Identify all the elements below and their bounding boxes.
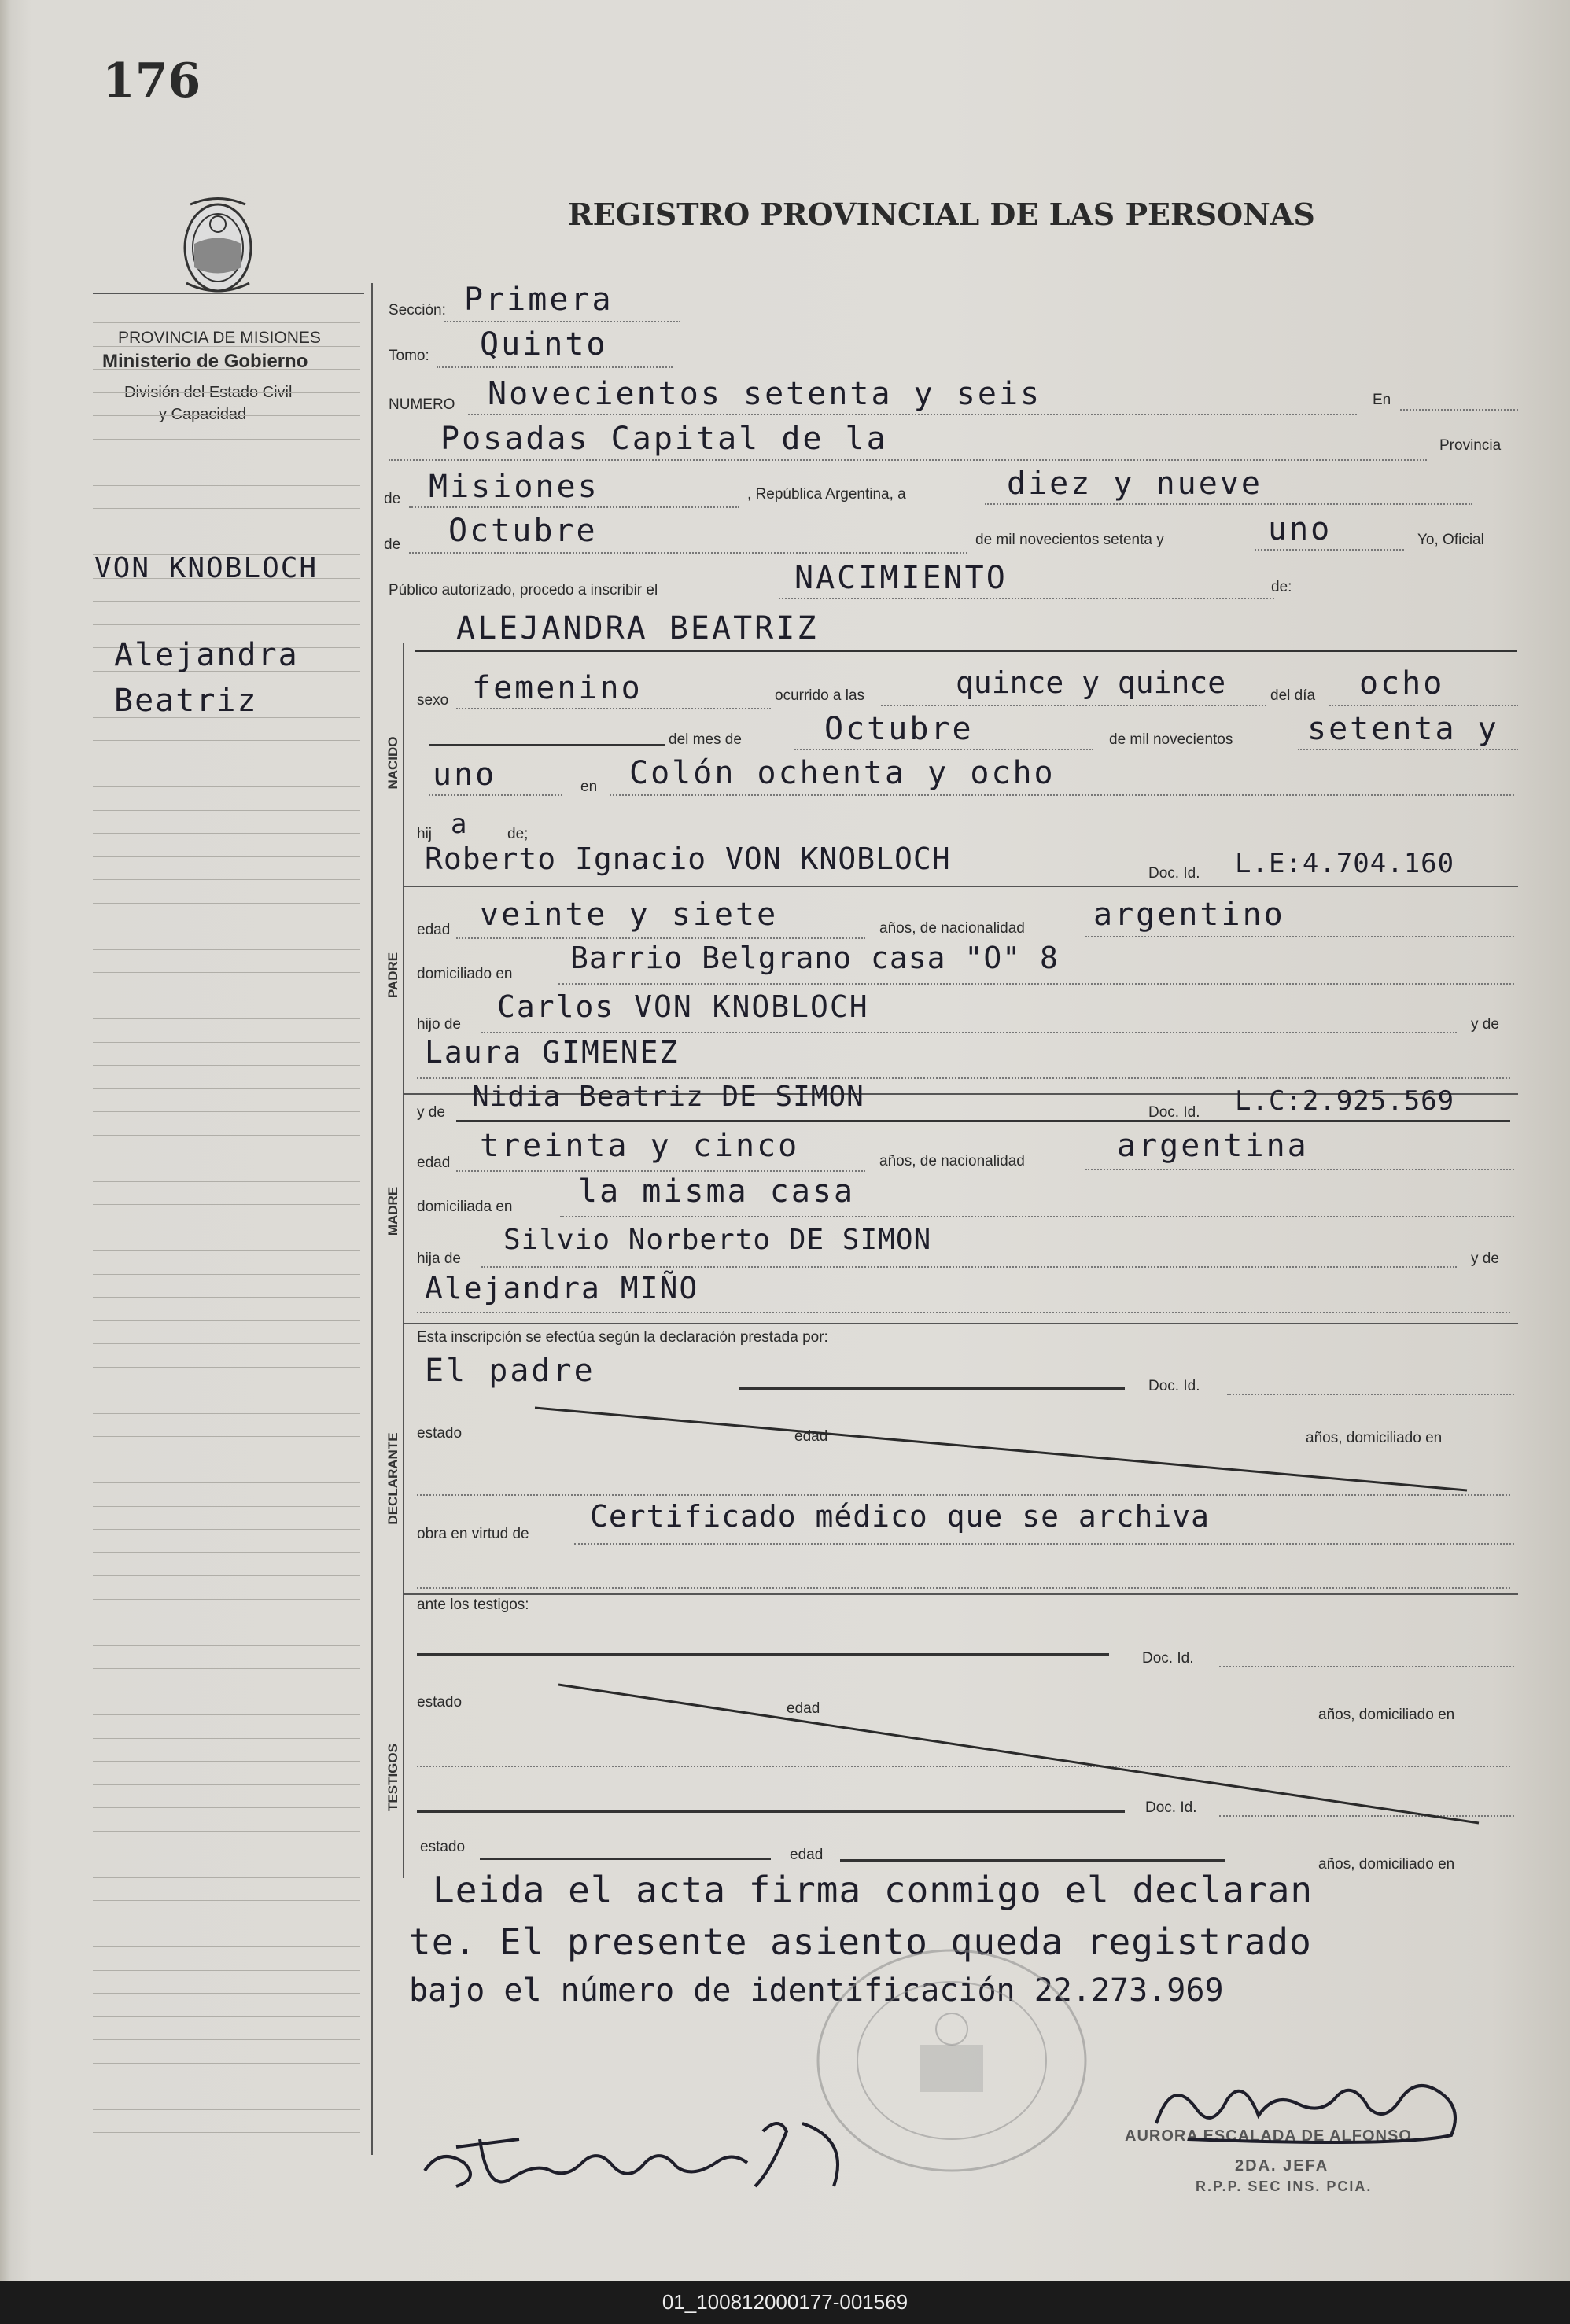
field-lugar: Posadas Capital de la xyxy=(440,421,888,457)
label-testigo-1-doc: Doc. Id. xyxy=(1142,1650,1194,1667)
label-en-nacido: en xyxy=(580,779,598,795)
field-obra: Certificado médico que se archiva xyxy=(590,1499,1210,1534)
label-padre-nac: años, de nacionalidad xyxy=(879,920,1025,937)
field-tomo: Quinto xyxy=(480,326,608,363)
closing-line-1: Leida el acta firma conmigo el declaran xyxy=(433,1869,1314,1911)
field-anio-acta: uno xyxy=(1268,511,1332,547)
field-mes-acta: Octubre xyxy=(448,513,598,549)
sidebar-given-2: Beatriz xyxy=(114,683,258,719)
label-de-1: de xyxy=(384,491,401,507)
label-ocurrido: ocurrido a las xyxy=(775,687,865,704)
field-madre-edad: treinta y cinco xyxy=(480,1128,800,1164)
label-de-semi: de; xyxy=(507,826,529,842)
label-testigo-2-estado: estado xyxy=(420,1839,466,1855)
label-numero: NUMERO xyxy=(389,396,455,413)
sidebar-given-1: Alejandra xyxy=(114,637,299,673)
field-domicilio-nac: Colón ochenta y ocho xyxy=(629,755,1056,791)
field-sexo: femenino xyxy=(472,670,643,706)
stamp-official-title: 2DA. JEFA xyxy=(1235,2157,1329,2175)
closing-line-3: bajo el número de identificación 22.273.969 xyxy=(409,1972,1224,2009)
label-declarante-estado: estado xyxy=(417,1425,463,1442)
label-madre-nac: años, de nacionalidad xyxy=(879,1153,1025,1169)
field-padre-doc: L.E:4.704.160 xyxy=(1235,848,1455,879)
label-padre-doc: Doc. Id. xyxy=(1148,865,1200,882)
label-padre-hijo-de: hijo de xyxy=(417,1016,461,1033)
field-declarante: El padre xyxy=(425,1353,595,1389)
field-madre-madre: Alejandra MIÑO xyxy=(425,1271,699,1306)
label-testigo-1-estado: estado xyxy=(417,1694,463,1711)
label-provincia: Provincia xyxy=(1439,437,1502,454)
label-madre-hija-de: hija de xyxy=(417,1250,461,1267)
label-mil-nov-2: de mil novecientos xyxy=(1109,731,1233,748)
field-padre-edad: veinte y siete xyxy=(480,897,779,933)
field-nombre: ALEJANDRA BEATRIZ xyxy=(456,610,819,646)
label-seccion: Sección: xyxy=(389,302,446,319)
field-madre-doc: L.C:2.925.569 xyxy=(1235,1085,1455,1117)
label-padre-dom: domiciliado en xyxy=(417,966,513,982)
field-madre-dom: la misma casa xyxy=(578,1173,856,1210)
label-tomo: Tomo: xyxy=(389,348,429,364)
field-provincia: Misiones xyxy=(429,469,599,505)
field-anio: setenta y xyxy=(1307,711,1499,747)
label-madre-y-de: y de xyxy=(417,1104,445,1121)
sidebar-division-2: y Capacidad xyxy=(159,406,247,423)
field-hij-suffix: a xyxy=(451,808,470,840)
field-dia: ocho xyxy=(1359,665,1445,702)
footer-image-id: 01_100812000177-001569 xyxy=(0,2281,1570,2324)
sidebar-division: División del Estado Civil xyxy=(124,384,293,401)
label-testigo-1-anos: años, domiciliado en xyxy=(1318,1707,1455,1723)
label-republica: , República Argentina, a xyxy=(747,486,906,503)
label-mil-nov: de mil novecientos setenta y xyxy=(975,532,1164,548)
label-testigo-2-edad: edad xyxy=(790,1847,824,1863)
field-padre-madre: Laura GIMENEZ xyxy=(425,1035,680,1070)
sidebar-province: PROVINCIA DE MISIONES xyxy=(118,329,321,347)
label-yo-oficial: Yo, Oficial xyxy=(1417,532,1484,548)
field-hora: quince y quince xyxy=(956,665,1226,700)
section-declarante-label: DECLARANTE xyxy=(385,1432,400,1525)
label-hij: hij xyxy=(417,826,433,842)
field-madre-hija-de: Silvio Norberto DE SIMON xyxy=(503,1224,932,1256)
field-dia-acta: diez y nueve xyxy=(1007,466,1262,502)
label-de-colon: de: xyxy=(1271,579,1292,595)
label-padre-y-de: y de xyxy=(1471,1016,1499,1033)
section-padre-label: PADRE xyxy=(385,952,400,999)
label-declarante-edad: edad xyxy=(794,1428,828,1445)
label-testigo-2-doc: Doc. Id. xyxy=(1145,1799,1197,1816)
label-madre-doc: Doc. Id. xyxy=(1148,1104,1200,1121)
label-testigo-2-anos: años, domiciliado en xyxy=(1318,1856,1455,1873)
field-seccion: Primera xyxy=(464,282,614,318)
declarant-signature-icon xyxy=(409,2100,881,2210)
label-padre-edad: edad xyxy=(417,922,451,938)
sidebar-ministry: Ministerio de Gobierno xyxy=(102,351,308,372)
label-en: En xyxy=(1373,392,1391,408)
label-del-mes: del mes de xyxy=(669,731,742,748)
section-madre-label: MADRE xyxy=(385,1186,400,1236)
label-madre-dom: domiciliada en xyxy=(417,1199,513,1215)
document-title: REGISTRO PROVINCIAL DE LAS PERSONAS xyxy=(568,197,1315,232)
field-madre-nac: argentina xyxy=(1117,1128,1309,1164)
label-de-2: de xyxy=(384,536,401,553)
closing-line-2: te. El presente asiento queda registrado xyxy=(409,1921,1312,1963)
label-madre-y-de-2: y de xyxy=(1471,1250,1499,1267)
field-padre-nac: argentino xyxy=(1093,897,1285,933)
label-del-dia: del día xyxy=(1270,687,1316,704)
label-madre-edad: edad xyxy=(417,1155,451,1171)
field-acto: NACIMIENTO xyxy=(794,560,1008,596)
section-nacido-label: NACIDO xyxy=(385,736,400,790)
field-mes: Octubre xyxy=(824,711,974,747)
label-declarante-doc: Doc. Id. xyxy=(1148,1378,1200,1394)
label-declarante-anos: años, domiciliado en xyxy=(1306,1430,1443,1446)
field-padre-hijo-de: Carlos VON KNOBLOCH xyxy=(497,989,869,1024)
field-anio-2: uno xyxy=(433,757,497,793)
official-signature-icon xyxy=(1141,2061,1487,2155)
stamp-official-office: R.P.P. SEC INS. PCIA. xyxy=(1196,2179,1373,2194)
label-ante: ante los testigos: xyxy=(417,1597,529,1613)
label-testigo-1-edad: edad xyxy=(787,1700,820,1717)
field-madre-nombre: Nidia Beatriz DE SIMON xyxy=(472,1081,864,1113)
sidebar-surname: VON KNOBLOCH xyxy=(94,552,319,584)
label-obra: obra en virtud de xyxy=(417,1526,529,1542)
label-sexo: sexo xyxy=(417,692,449,709)
label-publico: Público autorizado, procedo a inscribir el xyxy=(389,582,658,598)
field-padre-nombre: Roberto Ignacio VON KNOBLOCH xyxy=(425,842,951,876)
section-testigos-label: TESTIGOS xyxy=(385,1744,400,1811)
field-padre-dom: Barrio Belgrano casa "O" 8 xyxy=(570,941,1059,975)
page-number: 176 xyxy=(102,53,201,109)
stamp-official-name: AURORA ESCALADA DE ALFONSO xyxy=(1125,2127,1412,2145)
field-numero: Novecientos setenta y seis xyxy=(488,376,1042,412)
label-inscripcion: Esta inscripción se efectúa según la declaración prestada por: xyxy=(417,1329,828,1346)
